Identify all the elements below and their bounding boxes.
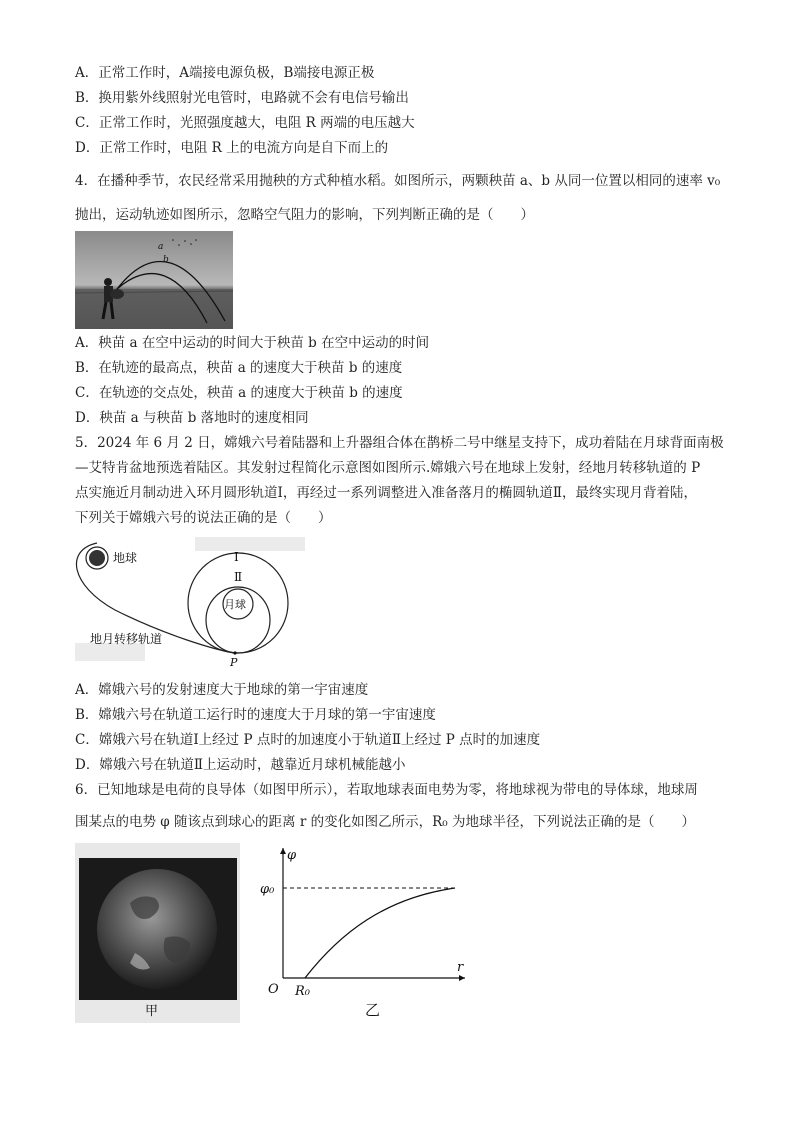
q4-option-a: A．秧苗 a 在空中运动的时间大于秧苗 b 在空中运动的时间	[75, 335, 430, 351]
orbit-2-label: Ⅱ	[234, 570, 243, 584]
q5-stem-line1: 5．2024 年 6 月 2 日，嫦娥六号着陆器和上升器组合体在鹊桥二号中继星支持下，成功着陆在月球背面南极	[75, 435, 724, 451]
phi-r-graph	[260, 848, 465, 1019]
label-b: b	[163, 255, 169, 265]
q5-option-b: B．嫦娥六号在轨道工运行时的速度大于月球的第一宇宙速度	[75, 707, 436, 723]
q4-stem-line1: 4．在播种季节，农民经常采用抛秧的方式种植水稻。如图所示，两颗秧苗 a、b 从同一位置以相同的速率 v₀	[75, 173, 721, 189]
q5-orbit-diagram	[75, 535, 315, 670]
phi-axis-label: φ	[287, 848, 297, 863]
q6-figure-svg	[75, 843, 470, 1023]
point-p-label: P	[230, 656, 238, 669]
r-axis-label: r	[457, 960, 464, 975]
q4-trajectory-photo	[75, 231, 233, 329]
q3-option-b: B．换用紫外线照射光电管时，电路就不会有电信号输出	[75, 90, 409, 106]
q5-stem-line2: —艾特肯盆地预选着陆区。其发射过程简化示意图如图所示.嫦娥六号在地球上发射，经地月转移轨道的 P	[75, 460, 701, 476]
q5-option-a: A．嫦娥六号的发射速度大于地球的第一宇宙速度	[75, 682, 369, 698]
earth-icon	[89, 550, 105, 566]
q6-stem-line1: 6．已知地球是电荷的良导体（如图甲所示），若取地球表面电势为零，将地球视为带电的导体球，地球周	[75, 782, 698, 798]
q5-stem-line3: 点实施近月制动进入环月圆形轨道Ⅰ，再经过一系列调整进入准备落月的椭圆轨道Ⅱ，最终实现月背着陆，	[75, 485, 698, 501]
q4-option-d: D．秧苗 a 与秧苗 b 落地时的速度相同	[75, 410, 309, 426]
r0-label: R₀	[295, 984, 310, 999]
q4-figure-photo	[75, 231, 233, 329]
transfer-orbit-label: 地月转移轨道	[90, 632, 163, 646]
q4-stem-line2: 抛出，运动轨迹如图所示，忽略空气阻力的影响，下列判断正确的是（ ）	[75, 207, 534, 223]
q5-option-d: D．嫦娥六号在轨道Ⅱ上运动时，越靠近月球机械能越小	[75, 757, 406, 773]
q4-option-b: B．在轨迹的最高点，秧苗 a 的速度大于秧苗 b 的速度	[75, 360, 403, 376]
q6-figure	[75, 843, 470, 1023]
q6-stem-line2: 围某点的电势 φ 随该点到球心的距离 r 的变化如图乙所示，R₀ 为地球半径，下列说法正确的是（ ）	[75, 814, 695, 830]
phi-curve	[305, 888, 455, 978]
q3-option-a: A．正常工作时，A端接电源负极，B端接电源正极	[75, 65, 375, 81]
caption-jia: 甲	[145, 1004, 159, 1019]
earth-photo-icon	[97, 869, 217, 989]
q4-option-c: C．在轨迹的交点处，秧苗 a 的速度大于秧苗 b 的速度	[75, 385, 403, 401]
orbit-1-label: Ⅰ	[234, 550, 239, 564]
caption-yi: 乙	[365, 1001, 381, 1019]
moon-label: 月球	[224, 598, 246, 611]
phi0-label: φ₀	[260, 882, 275, 897]
origin-label: O	[268, 982, 279, 997]
q5-stem-line4: 下列关于嫦娥六号的说法正确的是（ ）	[75, 510, 332, 526]
q3-option-c: C．正常工作时，光照强度越大，电阻 R 两端的电压越大	[75, 115, 415, 131]
label-a: a	[158, 242, 164, 252]
q5-option-c: C．嫦娥六号在轨道Ⅰ上经过 P 点时的加速度小于轨道Ⅱ上经过 P 点时的加速度	[75, 732, 541, 748]
q3-option-d: D．正常工作时，电阻 R 上的电流方向是自下而上的	[75, 140, 389, 156]
earth-label: 地球	[113, 551, 138, 565]
q5-figure-orbits	[75, 535, 315, 670]
